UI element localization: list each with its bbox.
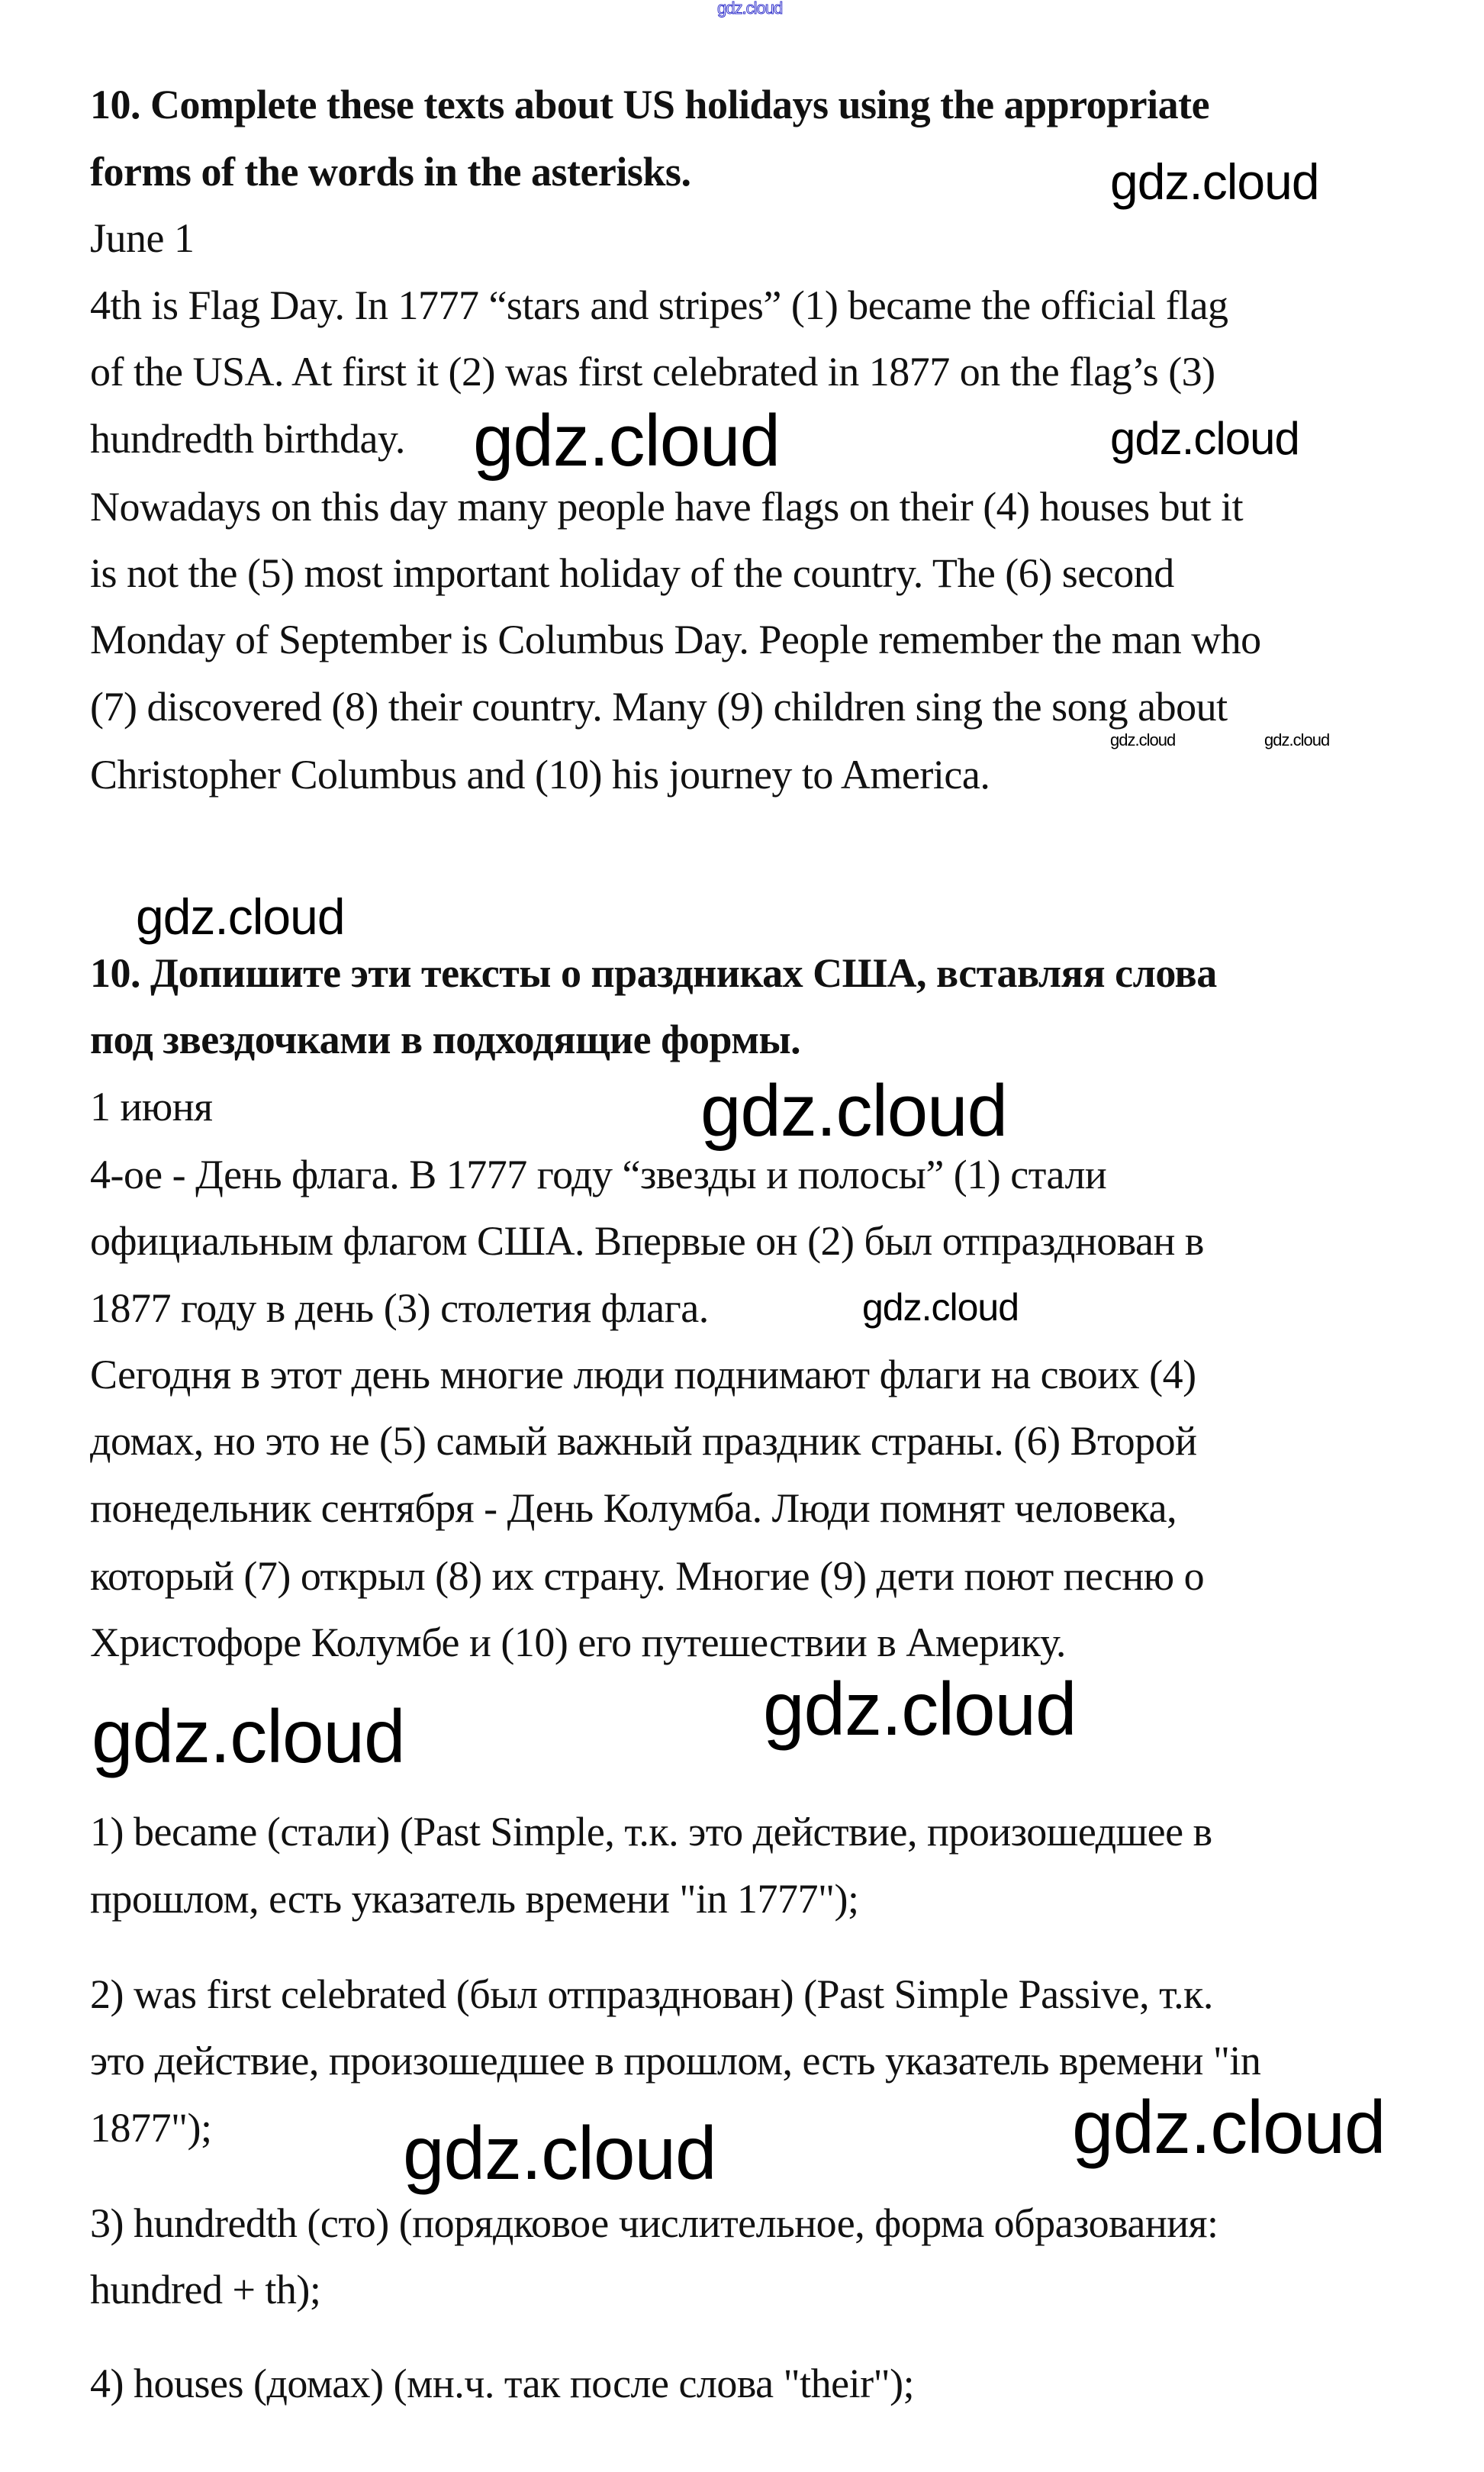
watermark: gdz.cloud [1110, 413, 1299, 464]
watermark: gdz.cloud [1264, 730, 1330, 749]
watermark: gdz.cloud [1110, 153, 1319, 210]
watermark: gdz.cloud [1072, 2085, 1386, 2169]
text-line: June 1 [90, 215, 195, 261]
task-heading: forms of the words in the asterisks. [90, 149, 691, 195]
text-line: hundredth birthday. [90, 416, 405, 462]
text-line: 1877 году в день (3) столетия флага. [90, 1285, 709, 1331]
answer-line: это действие, произошедшее в прошлом, есть указатель времени "in [90, 2038, 1261, 2084]
answer-line: 1) became (стали) (Past Simple, т.к. это действие, произошедшее в [90, 1809, 1212, 1855]
watermark: gdz.cloud [717, 0, 783, 18]
text-line: понедельник сентября - День Колумба. Люди помнят человека, [90, 1485, 1177, 1531]
task-heading: 10. Допишите эти тексты о праздниках США, вставляя слова [90, 950, 1217, 996]
watermark: gdz.cloud [136, 888, 345, 945]
answer-line: 4) houses (домах) (мн.ч. так после слова "their"); [90, 2361, 915, 2406]
text-line: домах, но это не (5) самый важный праздник страны. (6) Второй [90, 1418, 1197, 1464]
task-heading: 10. Complete these texts about US holidays using the appropriate [90, 82, 1210, 127]
watermark: gdz.cloud [92, 1694, 405, 1778]
text-line: 1 июня [90, 1084, 213, 1130]
watermark: gdz.cloud [700, 1070, 1007, 1152]
watermark: gdz.cloud [763, 1667, 1077, 1751]
task-heading: под звездочками в подходящие формы. [90, 1017, 801, 1062]
watermark: gdz.cloud [862, 1286, 1019, 1329]
answer-line: 3) hundredth (сто) (порядковое числительное, форма образования: [90, 2200, 1218, 2246]
text-line: 4th is Flag Day. In 1777 “stars and stripes” (1) became the official flag [90, 282, 1228, 328]
text-line: (7) discovered (8) their country. Many (9) children sing the song about [90, 684, 1228, 730]
answer-line: 1877"); [90, 2105, 212, 2151]
text-line: официальным флагом США. Впервые он (2) был отпразднован в [90, 1218, 1204, 1264]
watermark: gdz.cloud [473, 400, 780, 482]
watermark: gdz.cloud [1110, 730, 1176, 749]
text-line: Сегодня в этот день многие люди поднимают флаги на своих (4) [90, 1352, 1196, 1397]
text-line: Nowadays on this day many people have flags on their (4) houses but it [90, 484, 1244, 530]
text-line: 4-ое - День флага. В 1777 году “звезды и полосы” (1) стали [90, 1152, 1107, 1197]
answer-line: 2) was first celebrated (был отпразднован) (Past Simple Passive, т.к. [90, 1971, 1213, 2017]
watermark: gdz.cloud [403, 2111, 716, 2195]
text-line: Христофоре Колумбе и (10) его путешествии в Америку. [90, 1620, 1066, 1665]
answer-line: прошлом, есть указатель времени "in 1777"); [90, 1876, 859, 1922]
answer-line: hundred + th); [90, 2267, 321, 2312]
text-line: который (7) открыл (8) их страну. Многие (9) дети поют песню о [90, 1553, 1205, 1599]
text-line: is not the (5) most important holiday of the country. The (6) second [90, 550, 1174, 596]
text-line: of the USA. At first it (2) was first celebrated in 1877 on the flag’s (3) [90, 349, 1215, 395]
text-line: Christopher Columbus and (10) his journey to America. [90, 752, 990, 798]
text-line: Monday of September is Columbus Day. People remember the man who [90, 617, 1261, 662]
